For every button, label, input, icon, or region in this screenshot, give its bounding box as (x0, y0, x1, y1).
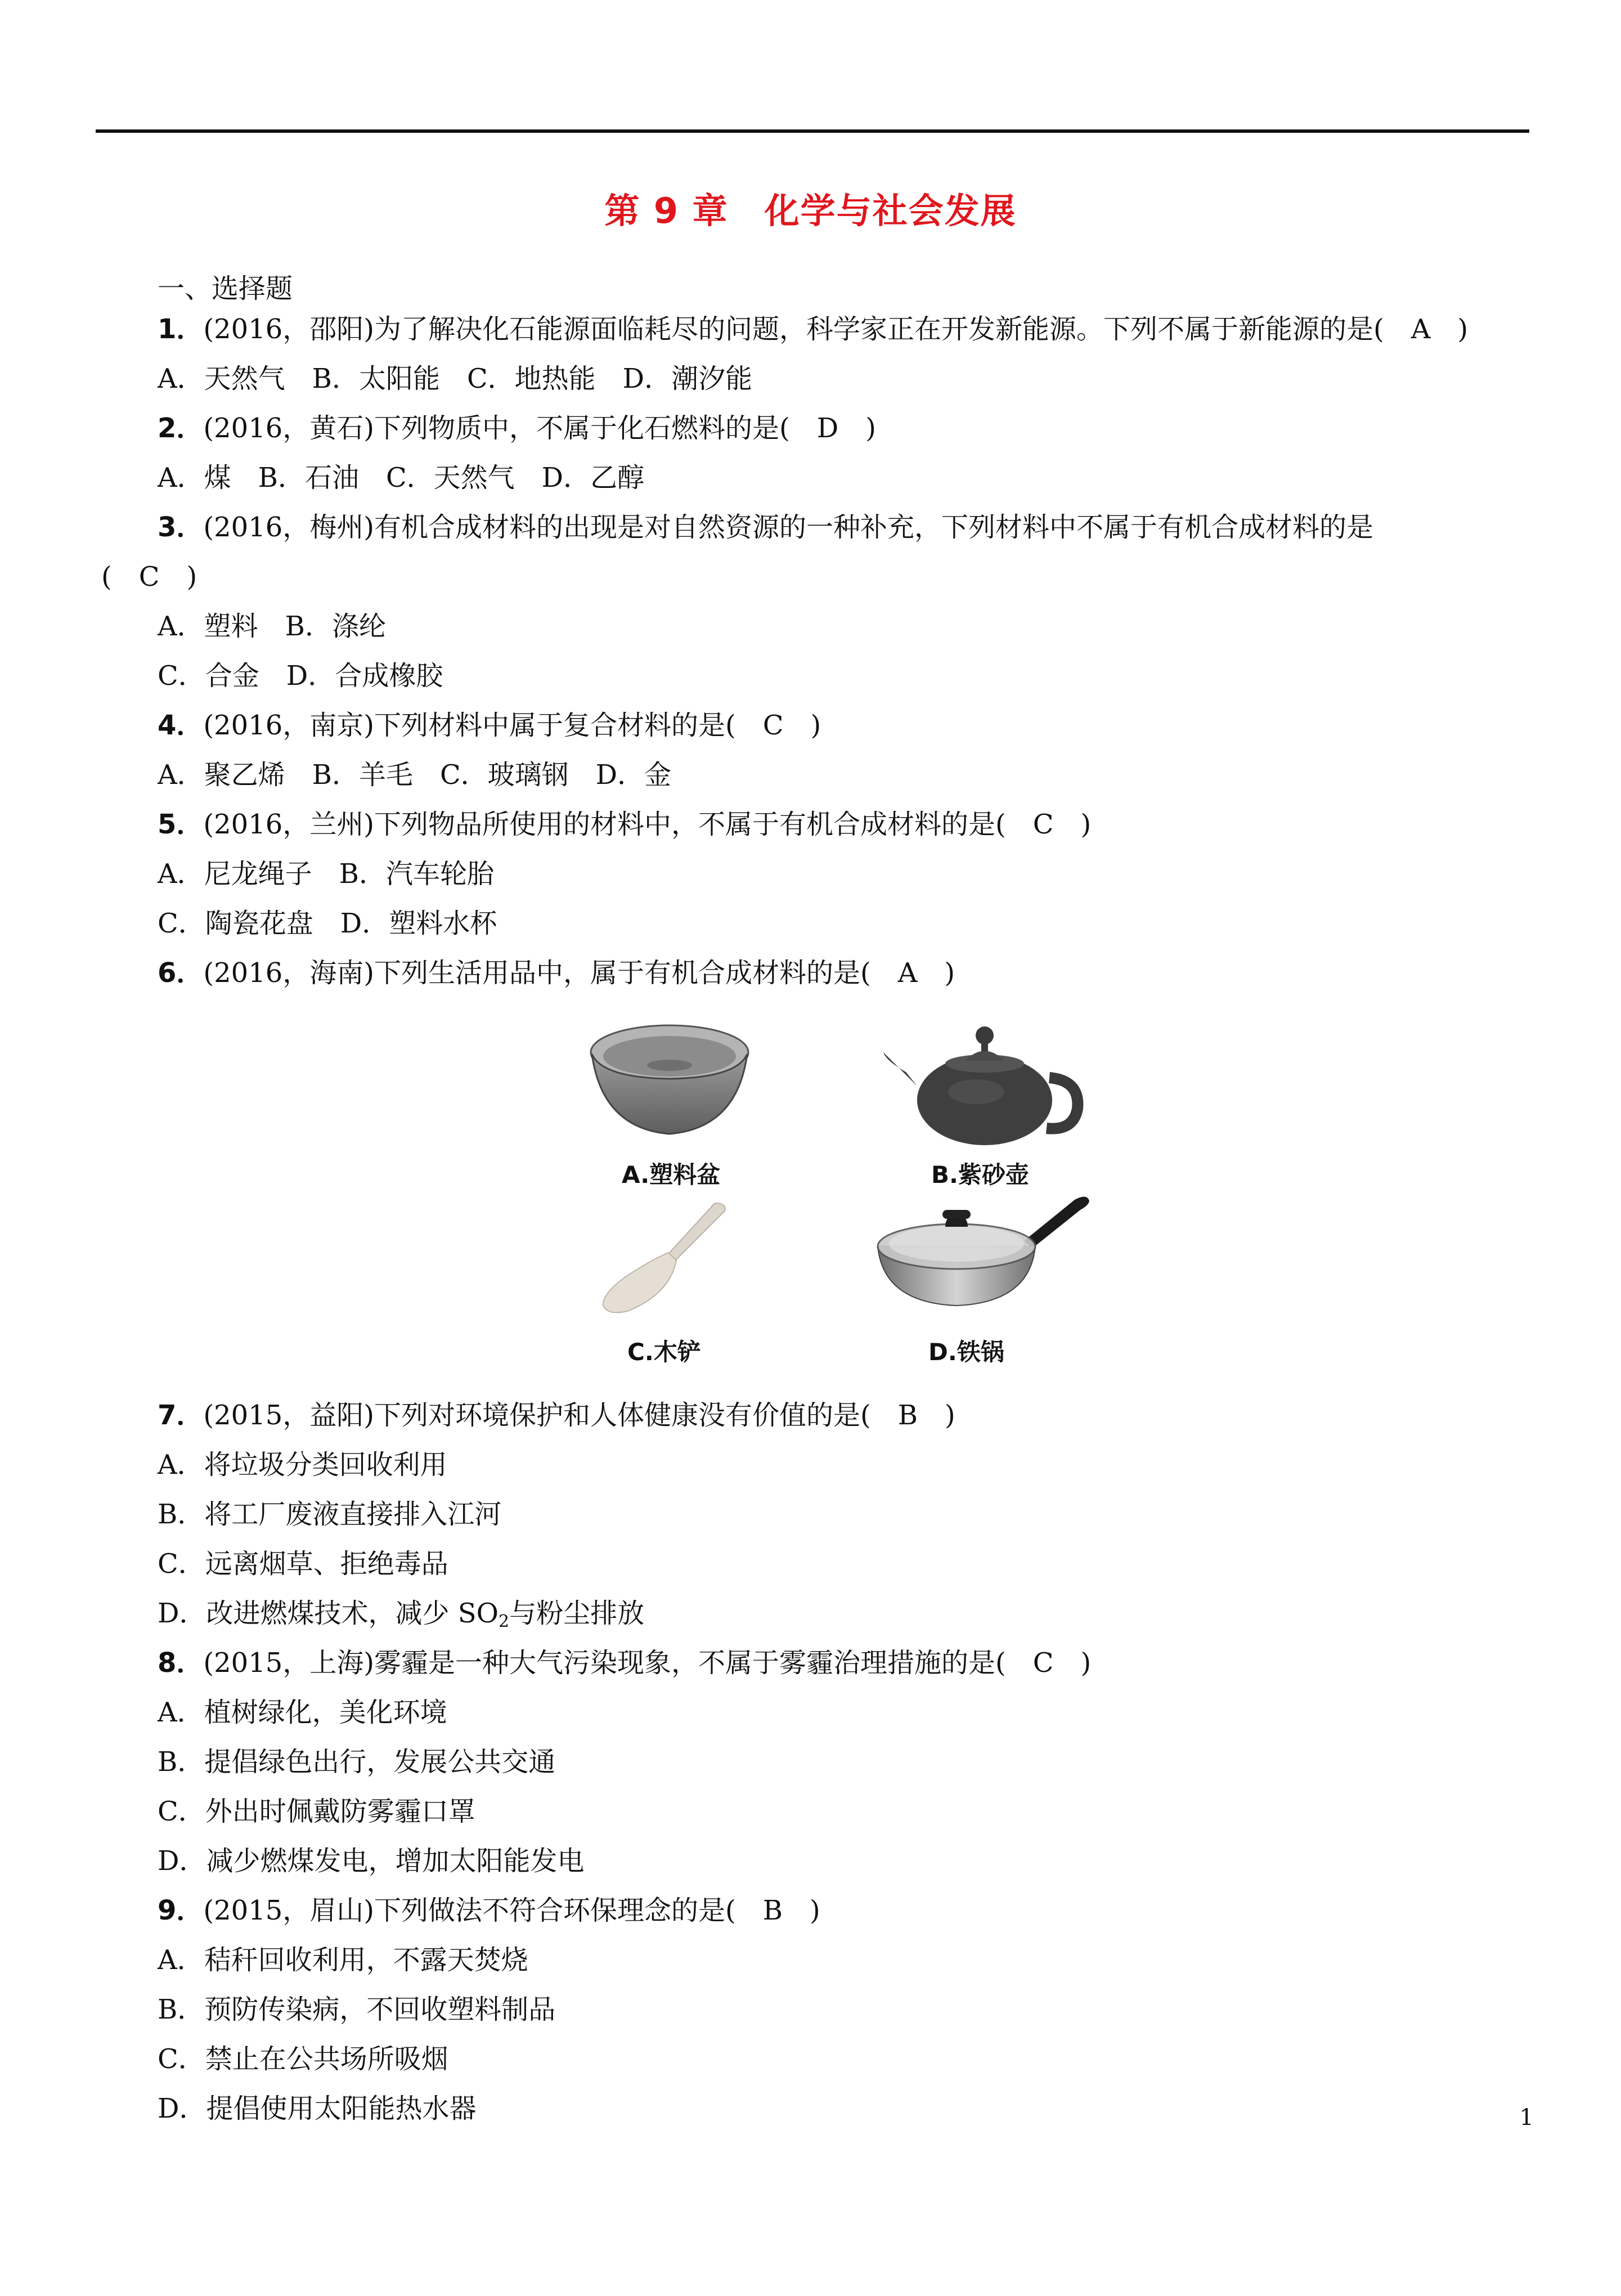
figure-caption-c: C.木铲 (627, 1338, 701, 1366)
question-stem (158, 708, 821, 742)
question-stem (158, 1894, 820, 1927)
question-stem (158, 1646, 1091, 1680)
page-number: 1 (1519, 2105, 1534, 2131)
option-line: B．将工厂废液直接排入江河 (158, 1499, 502, 1530)
question-stem (158, 411, 876, 445)
chapter-title: 第 9 章 化学与社会发展 (604, 190, 1017, 231)
option-line: A．煤 B．石油 C．天然气 D．乙醇 (158, 462, 645, 494)
question-number: 5． (158, 809, 204, 840)
question-text: (2016，邵阳)为了解决化石能源面临耗尽的问题，科学家正在开发新能源。下列不属于新能源的是( A ) (203, 313, 1469, 345)
question-text: (2016，梅州)有机合成材料的出现是对自然资源的一种补充，下列材料中不属于有机合成材料的是 (203, 512, 1374, 543)
question-text: (2016，兰州)下列物品所使用的材料中，不属于有机合成材料的是( C ) (203, 809, 1092, 840)
question-number: 4． (158, 710, 204, 741)
question-stem (158, 1398, 955, 1432)
header-rule (96, 129, 1529, 133)
option-line: B．提倡绿色出行，发展公共交通 (158, 1746, 556, 1778)
question-stem (158, 808, 1091, 841)
option-line: A．天然气 B．太阳能 C．地热能 D．潮汐能 (158, 363, 753, 394)
option-line: C．外出时佩戴防雾霾口罩 (158, 1796, 475, 1827)
option-line: A．塑料 B．涤纶 (158, 611, 386, 642)
option-line: C．合金 D．合成橡胶 (158, 660, 443, 692)
question-number: 3． (158, 512, 204, 543)
option-line: A．植树绿化，美化环境 (158, 1697, 447, 1728)
plastic-basin-image (585, 1021, 754, 1145)
subscript: 2 (498, 1612, 510, 1631)
question-stem-continued: ( C ) (101, 561, 197, 593)
option-line: A．秸秆回收利用，不露天焚烧 (158, 1944, 528, 1976)
option-line: C．陶瓷花盘 D．塑料水杯 (158, 908, 497, 939)
question-stem (158, 312, 1468, 346)
question-text: (2016，海南)下列生活用品中，属于有机合成材料的是( A ) (203, 957, 955, 989)
question-stem (158, 510, 1373, 544)
option-line: D．提倡使用太阳能热水器 (158, 2093, 477, 2124)
question-number: 6． (158, 957, 204, 989)
figure-caption-b: B.紫砂壶 (931, 1161, 1029, 1189)
question-text: (2016，黄石)下列物质中，不属于化石燃料的是( D ) (203, 412, 876, 444)
question-number: 2． (158, 412, 204, 444)
question-text: (2015，眉山)下列做法不符合环保理念的是( B ) (203, 1895, 820, 1926)
question-text: (2015，益阳)下列对环境保护和人体健康没有价值的是( B ) (203, 1400, 955, 1431)
option-line (158, 1597, 644, 1639)
question-text: (2016，南京)下列材料中属于复合材料的是( C ) (203, 710, 821, 741)
teapot-image (883, 1019, 1086, 1151)
option-text: D．改进燃煤技术，减少 SO (158, 1598, 499, 1629)
figure-caption-a: A.塑料盆 (622, 1161, 721, 1189)
option-line: C．远离烟草、拒绝毒品 (158, 1548, 448, 1580)
option-line: A．尼龙绳子 B．汽车轮胎 (158, 858, 494, 890)
question-stem (158, 956, 955, 990)
option-line: A．将垃圾分类回收利用 (158, 1449, 447, 1481)
question-number: 7． (158, 1400, 204, 1431)
option-line: C．禁止在公共场所吸烟 (158, 2043, 448, 2075)
option-line: D．减少燃煤发电，增加太阳能发电 (158, 1845, 585, 1877)
question-number: 8． (158, 1647, 204, 1679)
iron-wok-image (866, 1187, 1092, 1317)
option-line: B．预防传染病，不回收塑料制品 (158, 1994, 556, 2025)
figure-caption-d: D.铁锅 (928, 1338, 1004, 1366)
question-number: 9． (158, 1895, 204, 1926)
option-text: 与粉尘排放 (509, 1598, 645, 1629)
section-heading: 一、选择题 (158, 273, 293, 304)
question-number: 1． (158, 313, 204, 345)
question-text: (2015，上海)雾霾是一种大气污染现象，不属于雾霾治理措施的是( C ) (203, 1647, 1092, 1679)
wooden-spatula-image (596, 1199, 743, 1317)
option-line: A．聚乙烯 B．羊毛 C．玻璃钢 D．金 (158, 759, 672, 791)
